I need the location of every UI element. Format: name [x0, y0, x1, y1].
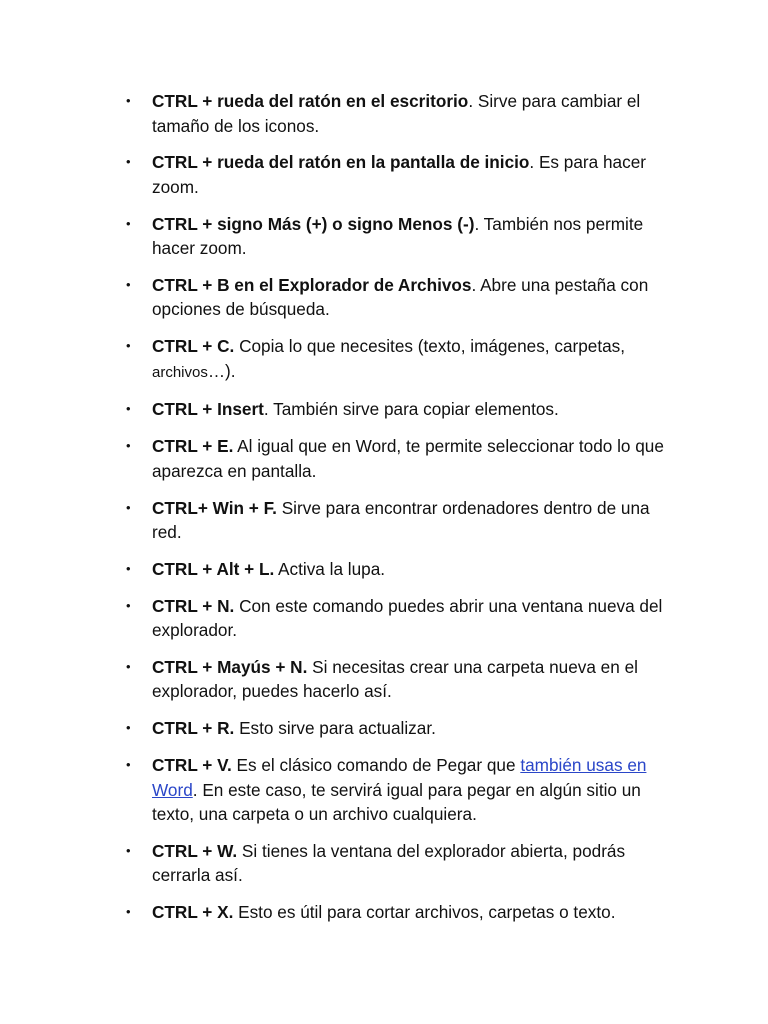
- bullet: •: [126, 499, 131, 515]
- bullet: •: [126, 658, 131, 674]
- shortcut-description: . También nos permite hacer zoom.: [152, 213, 644, 259]
- list-item-ctrl-shift-n: [0, 655, 768, 704]
- bullet: •: [126, 93, 131, 108]
- shortcut-key: CTRL + rueda del ratón en la pantalla de inicio: [152, 152, 530, 173]
- shortcut-description-end: . En este caso, te servirá igual para pegar en algún sitio un texto, una carpeta o un archivo cualquiera.: [152, 779, 641, 825]
- list-item-ctrl-v: [0, 753, 768, 827]
- shortcut-key: CTRL + N.: [152, 595, 235, 616]
- shortcut-key: CTRL + B en el Explorador de Archivos: [152, 274, 472, 295]
- shortcut-key: CTRL + signo Más (+) o signo Menos (-): [152, 213, 475, 234]
- list-item-ctrl-r: [0, 716, 768, 741]
- shortcut-description-small: archivos: [152, 363, 208, 381]
- shortcut-description-end: …).: [207, 360, 236, 381]
- list-item-ctrl-n: [0, 594, 768, 643]
- shortcut-description: Si necesitas crear una carpeta nueva en el explorador, puedes hacerlo así.: [152, 656, 638, 702]
- shortcut-key: CTRL + Alt + L.: [152, 558, 275, 579]
- bullet: •: [126, 338, 131, 354]
- bullet: •: [126, 401, 131, 417]
- shortcut-description: . Sirve para cambiar el tamaño de los iconos.: [152, 91, 641, 136]
- shortcut-description: . Es para hacer zoom.: [152, 152, 646, 197]
- shortcut-description: Copia lo que necesites (texto, imágenes, carpetas,: [234, 336, 626, 357]
- list-item-ctrl-plus-minus: [0, 212, 768, 261]
- list-item-ctrl-w: [0, 839, 768, 888]
- list-item-ctrl-c: [0, 334, 768, 385]
- bullet: •: [126, 154, 131, 170]
- list-item-ctrl-b: [0, 273, 768, 322]
- shortcut-description: . También sirve para copiar elementos.: [263, 399, 559, 420]
- list-item-ctrl-insert: [0, 397, 768, 422]
- bullet: •: [126, 757, 131, 773]
- list-item-ctrl-scroll-desktop: [0, 89, 768, 138]
- list-item-ctrl-alt-l: [0, 557, 768, 582]
- list-item-ctrl-e: [0, 434, 768, 483]
- bullet: •: [126, 560, 131, 576]
- bullet: •: [126, 597, 131, 613]
- shortcut-list: [0, 89, 768, 937]
- shortcut-key: CTRL + R.: [152, 718, 235, 739]
- bullet: •: [126, 276, 131, 292]
- shortcut-key: CTRL + Mayús + N.: [152, 656, 308, 677]
- bullet: •: [126, 438, 131, 454]
- shortcut-key: CTRL+ Win + F.: [152, 497, 277, 518]
- shortcut-description: Activa la lupa.: [274, 558, 386, 579]
- bullet: •: [126, 842, 131, 858]
- list-item-ctrl-win-f: [0, 496, 768, 545]
- shortcut-key: CTRL + E.: [152, 436, 234, 457]
- shortcut-key: CTRL + X.: [152, 902, 234, 923]
- shortcut-description: Al igual que en Word, te permite seleccionar todo lo que aparezca en pantalla.: [152, 436, 664, 481]
- bullet: •: [126, 215, 131, 231]
- shortcut-description: Sirve para encontrar ordenadores dentro de una red.: [152, 497, 650, 543]
- shortcut-description: . Abre una pestaña con opciones de búsqueda.: [152, 274, 649, 320]
- shortcut-description: Si tienes la ventana del explorador abierta, podrás cerrarla así.: [152, 840, 626, 886]
- shortcut-description: Con este comando puedes abrir una ventana nueva del explorador.: [152, 595, 663, 641]
- list-item-ctrl-x: [0, 900, 768, 925]
- shortcut-key: CTRL + V.: [152, 755, 232, 776]
- bullet: •: [126, 904, 131, 920]
- bullet: •: [126, 720, 131, 736]
- word-link[interactable]: también usas en Word: [152, 755, 647, 800]
- shortcut-description: Esto es útil para cortar archivos, carpetas o texto.: [233, 902, 616, 923]
- shortcut-description: Esto sirve para actualizar.: [234, 718, 436, 739]
- shortcut-key: CTRL + Insert: [152, 399, 264, 420]
- shortcut-key: CTRL + W.: [152, 840, 238, 861]
- list-item-ctrl-scroll-start: [0, 150, 768, 199]
- shortcut-description: Es el clásico comando de Pegar que: [231, 755, 521, 776]
- shortcut-key: CTRL + rueda del ratón en el escritorio: [152, 91, 469, 111]
- shortcut-key: CTRL + C.: [152, 336, 235, 357]
